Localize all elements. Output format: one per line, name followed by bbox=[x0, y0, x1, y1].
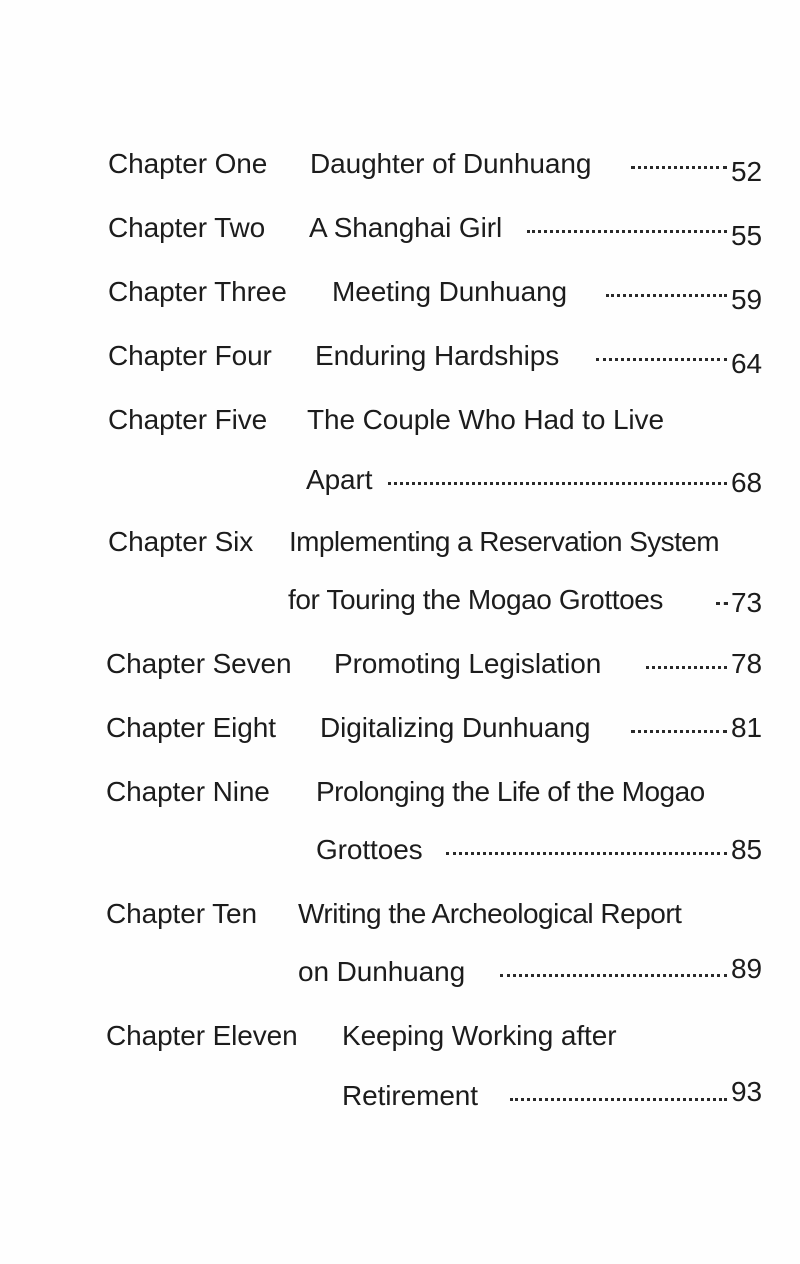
chapter-title: Enduring Hardships bbox=[315, 340, 560, 371]
chapter-label: Chapter Three bbox=[108, 276, 287, 307]
toc-entry-chapter-eight bbox=[0, 711, 800, 745]
toc-entry-chapter-nine bbox=[0, 775, 800, 809]
toc-entry-chapter-five-continued bbox=[0, 463, 800, 497]
chapter-title-continued: Grottoes bbox=[316, 834, 423, 865]
page-number: 81 bbox=[731, 712, 762, 743]
chapter-title: Daughter of Dunhuang bbox=[310, 148, 592, 179]
chapter-label: Chapter Eight bbox=[106, 712, 276, 743]
page-number: 89 bbox=[731, 953, 762, 984]
chapter-title: Digitalizing Dunhuang bbox=[320, 712, 591, 743]
toc-entry-chapter-six-continued bbox=[0, 583, 800, 617]
chapter-label: Chapter One bbox=[108, 148, 268, 179]
chapter-title: A Shanghai Girl bbox=[309, 212, 503, 243]
chapter-title-continued: Retirement bbox=[342, 1080, 478, 1111]
toc-entry-chapter-one bbox=[0, 147, 800, 187]
dot-leader bbox=[500, 955, 727, 989]
chapter-title: The Couple Who Had to Live bbox=[307, 404, 664, 435]
toc-entry-chapter-nine-continued bbox=[0, 833, 800, 867]
dot-leader bbox=[446, 833, 727, 867]
chapter-title: Prolonging the Life of the Mogao bbox=[316, 776, 705, 807]
chapter-title: Implementing a Reservation System bbox=[289, 526, 719, 557]
chapter-title: Writing the Archeological Report bbox=[298, 898, 682, 929]
dot-leader bbox=[510, 1079, 727, 1113]
chapter-title-continued: for Touring the Mogao Grottoes bbox=[288, 584, 664, 615]
page-number: 52 bbox=[731, 156, 762, 187]
dot-leader bbox=[716, 583, 728, 617]
dot-leader bbox=[646, 647, 727, 681]
chapter-label: Chapter Ten bbox=[106, 898, 257, 929]
chapter-label: Chapter Six bbox=[108, 526, 254, 557]
dot-leader bbox=[596, 339, 727, 373]
dot-leader bbox=[606, 275, 727, 309]
page-number: 73 bbox=[731, 587, 762, 618]
chapter-label: Chapter Four bbox=[108, 340, 272, 371]
toc-entry-chapter-ten-continued bbox=[0, 955, 800, 989]
chapter-label: Chapter Two bbox=[108, 212, 266, 243]
toc-entry-chapter-two bbox=[0, 211, 800, 251]
chapter-title: Meeting Dunhuang bbox=[332, 276, 568, 307]
dot-leader bbox=[527, 211, 727, 245]
page-number: 55 bbox=[731, 220, 762, 251]
chapter-title-continued: on Dunhuang bbox=[298, 956, 466, 987]
toc-entry-chapter-three bbox=[0, 275, 800, 315]
dot-leader bbox=[631, 147, 727, 181]
toc-entry-chapter-six bbox=[0, 525, 800, 559]
chapter-title: Promoting Legislation bbox=[334, 648, 602, 679]
page-number: 68 bbox=[731, 467, 762, 498]
toc-entry-chapter-seven bbox=[0, 647, 800, 681]
page-number: 78 bbox=[731, 648, 762, 679]
page-number: 59 bbox=[731, 284, 762, 315]
chapter-title-continued: Apart bbox=[306, 464, 373, 495]
dot-leader bbox=[631, 711, 727, 745]
chapter-label: Chapter Eleven bbox=[106, 1020, 298, 1051]
page-number: 85 bbox=[731, 834, 762, 865]
page-number: 93 bbox=[731, 1076, 762, 1107]
toc-entry-chapter-five bbox=[0, 403, 800, 437]
chapter-label: Chapter Five bbox=[108, 404, 268, 435]
toc-entry-chapter-eleven bbox=[0, 1019, 800, 1053]
toc-entry-chapter-ten bbox=[0, 897, 800, 931]
toc-entry-chapter-eleven-continued bbox=[0, 1076, 800, 1113]
page-number: 64 bbox=[731, 348, 762, 379]
chapter-title: Keeping Working after bbox=[342, 1020, 617, 1051]
chapter-label: Chapter Nine bbox=[106, 776, 270, 807]
dot-leader bbox=[388, 463, 727, 497]
toc-entry-chapter-four bbox=[0, 339, 800, 379]
chapter-label: Chapter Seven bbox=[106, 648, 292, 679]
